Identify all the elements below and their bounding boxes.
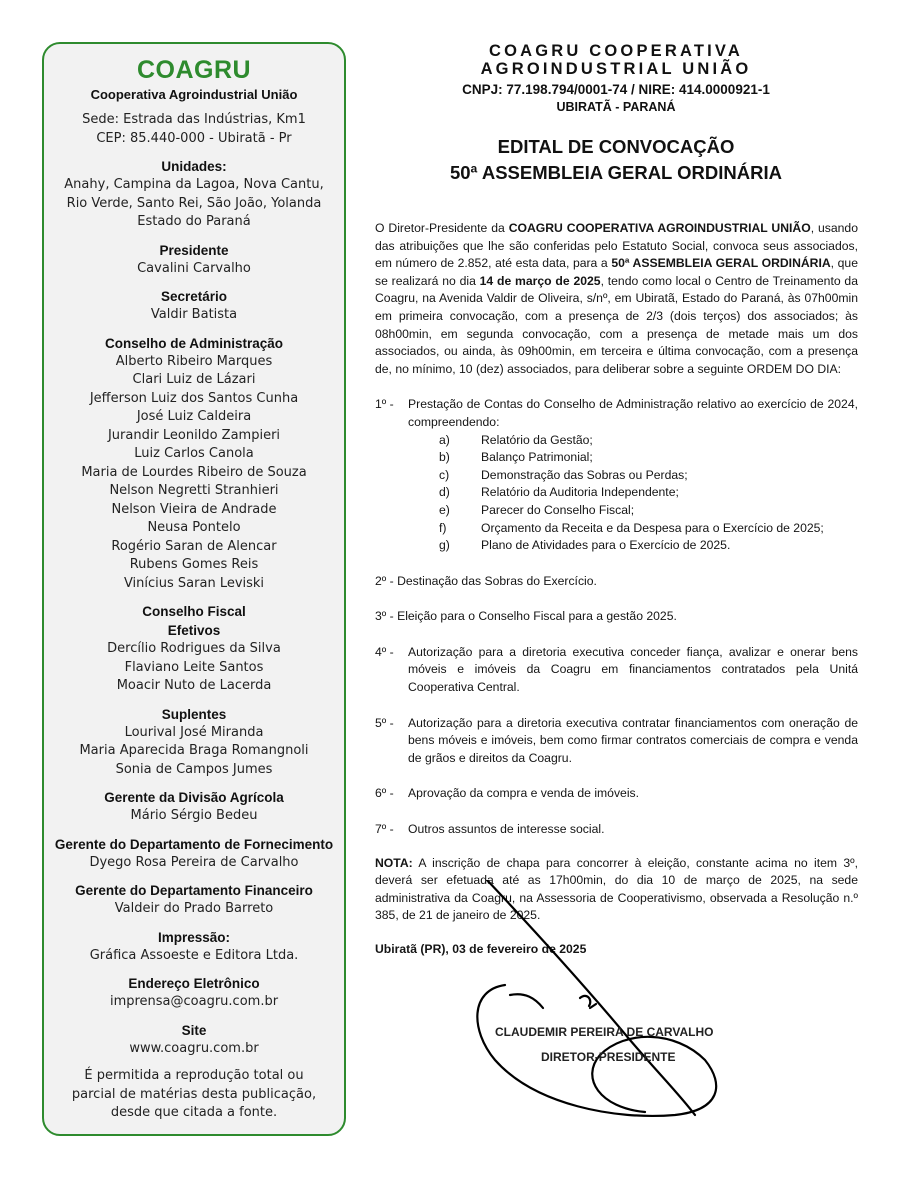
subitem-text: Demonstração das Sobras ou Perdas; — [481, 467, 688, 482]
masthead-section — [44, 835, 344, 873]
assembly-title: 50ª ASSEMBLEIA GERAL ORDINÁRIA — [449, 162, 782, 183]
subitem-letter: a) — [439, 432, 450, 447]
masthead-section — [44, 881, 344, 919]
section-heading: Endereço Eletrônico — [128, 976, 260, 991]
section-line: Valdir Batista — [150, 307, 238, 322]
section-line: www.coagru.com.br — [129, 1040, 259, 1056]
intro-paragraph — [375, 220, 858, 378]
masthead-section — [44, 788, 344, 826]
masthead-sections — [44, 157, 344, 1058]
note-label: NOTA: — [375, 855, 413, 870]
agenda-item — [375, 644, 858, 697]
subitem-letter: b) — [439, 450, 450, 465]
section-line: Valdeir do Prado Barreto — [114, 901, 274, 916]
reproduction-notice — [44, 1067, 344, 1123]
brand-logo: COAGRU — [136, 56, 252, 84]
agenda-subitem — [439, 449, 858, 467]
agenda-list — [375, 396, 858, 838]
masthead-section — [44, 705, 344, 780]
section-heading: Conselho de Administração — [104, 335, 284, 351]
subitem-text: Parecer do Conselho Fiscal; — [481, 502, 635, 517]
cnpj-line: CNPJ: 77.198.794/0001-74 / NIRE: 414.0000921-1 — [462, 82, 770, 97]
subitem-letter: e) — [439, 502, 450, 517]
subitem-text: Plano de Atividades para o Exercício de 2025. — [481, 538, 731, 553]
address-line: Sede: Estrada das Indústrias, Km1 — [82, 112, 306, 127]
section-heading: Impressão: — [157, 929, 231, 945]
agenda-text: Outros assuntos de interesse social. — [408, 822, 605, 837]
agenda-item — [375, 573, 858, 591]
section-line: Moacir Nuto de Lacerda — [116, 678, 272, 693]
agenda-item — [375, 821, 858, 839]
intro-run: , que se realizará no dia — [375, 256, 858, 288]
address-block — [44, 111, 344, 148]
signature-block — [375, 880, 865, 1130]
agenda-item — [375, 785, 858, 803]
section-line: Nelson Vieira de Andrade — [111, 501, 277, 517]
intro-run: 50ª ASSEMBLEIA GERAL ORDINÁRIA — [611, 256, 831, 271]
agenda-text: Eleição para o Conselho Fiscal para a gestão 2025. — [397, 609, 677, 624]
section-line: Rogério Saran de Alencar — [111, 538, 277, 554]
agenda-text: Prestação de Contas do Conselho de Administração relativo ao exercício de 2024, compreendendo: — [408, 397, 858, 429]
masthead-box — [42, 42, 346, 1136]
agenda-subitem — [439, 502, 858, 520]
masthead-section — [44, 241, 344, 279]
section-line: Jefferson Luiz dos Santos Cunha — [89, 390, 299, 406]
agenda-subitem — [439, 467, 858, 485]
subitem-text: Orçamento da Receita e da Despesa para o Exercício de 2025; — [481, 520, 824, 535]
agenda-number: 4º - — [375, 644, 394, 659]
masthead-section — [44, 1021, 344, 1059]
note-text: A inscrição de chapa para concorrer à eleição, constante acima no item 3º, deverá ser efetuada até as 17h00min, do dia 10 de março de 2025, na sede administrativa da Coagru, na Assessoria de Cooperativismo, observada a Resolução n.º 385, de 21 de janeiro de 2025. — [375, 855, 858, 923]
agenda-number: 7º - — [375, 822, 394, 837]
section-line: Flaviano Leite Santos — [124, 659, 264, 675]
section-heading: Gerente do Departamento Financeiro — [75, 883, 313, 898]
agenda-item — [375, 715, 858, 768]
section-line: Maria Aparecida Braga Romangnoli — [79, 743, 309, 758]
agenda-item — [375, 608, 858, 626]
agenda-text: Autorização para a diretoria executiva conceder fiança, avalizar e onerar bens móveis e imóveis da Coagru em financiamentos contratados pela Unitá Cooperativa Central. — [408, 644, 858, 695]
section-line: Gráfica Assoeste e Editora Ltda. — [89, 947, 299, 963]
address-line: CEP: 85.440-000 - Ubiratã - Pr — [96, 130, 292, 146]
section-heading: Gerente do Departamento de Fornecimento — [54, 836, 334, 852]
subitem-letter: d) — [439, 485, 450, 500]
intro-run: , usando das atribuições que lhe são conferidas pelo Estatuto Social, convoca seus associados, em número de 2.852, até esta data, para a — [375, 221, 858, 271]
section-line: Jurandir Leonildo Zampieri — [107, 427, 281, 443]
section-line: Dercílio Rodrigues da Silva — [107, 641, 281, 656]
section-line: Rubens Gomes Reis — [129, 557, 259, 572]
section-heading: Suplentes — [161, 706, 227, 722]
org-name-line2: AGROINDUSTRIAL UNIÃO — [480, 60, 752, 78]
section-line: Vinícius Saran Leviski — [123, 575, 265, 591]
section-line: Cavalini Carvalho — [137, 260, 251, 276]
section-line: Neusa Pontelo — [147, 520, 241, 535]
section-heading: Secretário — [160, 289, 228, 304]
section-line: Alberto Ribeiro Marques — [115, 353, 273, 369]
notice-body — [375, 220, 858, 959]
brand-subtitle: Cooperativa Agroindustrial União — [90, 87, 298, 102]
subitem-text: Relatório da Auditoria Independente; — [481, 485, 679, 500]
section-line: Maria de Lourdes Ribeiro de Souza — [81, 464, 307, 480]
section-line: Dyego Rosa Pereira de Carvalho — [89, 854, 299, 870]
masthead-section — [44, 928, 344, 966]
section-heading: Unidades: — [161, 159, 227, 174]
signatory-name: CLAUDEMIR PEREIRA DE CARVALHO — [495, 1025, 714, 1039]
section-line: José Luiz Caldeira — [136, 409, 252, 424]
agenda-subitem — [439, 484, 858, 502]
notice-header — [370, 42, 862, 186]
agenda-item — [375, 396, 858, 554]
section-line: Anahy, Campina da Lagoa, Nova Cantu, — [64, 177, 324, 192]
agenda-number: 2º - — [375, 573, 398, 588]
masthead-section — [44, 157, 344, 232]
agenda-subitem — [439, 520, 858, 538]
section-line: Luiz Carlos Canola — [134, 446, 254, 461]
masthead-section — [44, 287, 344, 325]
intro-run: COAGRU COOPERATIVA AGROINDUSTRIAL UNIÃO — [508, 221, 811, 235]
section-heading: Conselho Fiscal — [142, 604, 246, 619]
agenda-text: Autorização para a diretoria executiva contratar financiamentos com oneração de bens móveis e imóveis, bem como firmar contratos comerciais de compra e venda de grãos e direitos da Coagru. — [408, 715, 858, 765]
subitem-text: Relatório da Gestão; — [481, 432, 593, 447]
intro-run: 14 de março de 2025 — [479, 273, 601, 288]
date-line: Ubiratã (PR), 03 de fevereiro de 2025 — [375, 942, 587, 956]
masthead-section — [44, 602, 344, 696]
notice-line: parcial de matérias desta publicação, — [71, 1086, 317, 1102]
section-line: Sonia de Campos Jumes — [115, 761, 273, 777]
intro-run: , tendo como local o Centro de Treinamento da Coagru, na Avenida Valdir de Oliveira, s/nº, em Ubiratã, Estado do Paraná, às 07h00min em primeira convocação, com a presença de 2/3 (dois terços) dos associados; às 08h00min, em segunda convocação, com a presença de metade mais um dos associados, ou ainda, às 09h00min, em terceira e última convocação, com a presença de, no mínimo, 10 (dez) associados, para deliberar sobre a seguinte ORDEM DO DIA: — [375, 273, 858, 376]
agenda-subitems — [439, 432, 858, 555]
notice-title: EDITAL DE CONVOCAÇÃO — [497, 136, 735, 157]
agenda-text: Destinação das Sobras do Exercício. — [397, 573, 597, 588]
agenda-number: 5º - — [375, 715, 394, 730]
notice-line: desde que citada a fonte. — [110, 1105, 278, 1120]
intro-run: O Diretor-Presidente da — [375, 221, 509, 235]
section-line: Rio Verde, Santo Rei, São João, Yolanda — [66, 195, 322, 211]
org-name-line1: COAGRU COOPERATIVA — [488, 42, 744, 60]
signatory-role: DIRETOR-PRESIDENTE — [541, 1050, 676, 1064]
agenda-number: 3º - — [375, 609, 398, 624]
section-heading: Presidente — [159, 242, 229, 258]
section-line: Clari Luiz de Lázari — [132, 372, 256, 387]
agenda-text: Aprovação da compra e venda de imóveis. — [408, 786, 640, 801]
section-heading: Site — [181, 1022, 207, 1038]
subitem-letter: f) — [439, 520, 447, 535]
section-line: imprensa@coagru.com.br — [109, 994, 279, 1009]
handwritten-signature — [375, 880, 865, 1130]
agenda-subitem — [439, 537, 858, 555]
section-heading: Gerente da Divisão Agrícola — [104, 790, 284, 805]
agenda-number: 6º - — [375, 786, 394, 801]
section-heading: Efetivos — [167, 623, 221, 638]
agenda-subitem — [439, 432, 858, 450]
masthead-section — [44, 974, 344, 1012]
city-line: UBIRATÃ - PARANÁ — [556, 100, 676, 114]
section-line: Estado do Paraná — [137, 214, 251, 229]
subitem-letter: c) — [439, 467, 450, 482]
agenda-number: 1º - — [375, 397, 394, 412]
subitem-letter: g) — [439, 538, 450, 553]
section-line: Mário Sérgio Bedeu — [130, 808, 258, 823]
masthead-section — [44, 334, 344, 594]
subitem-text: Balanço Patrimonial; — [481, 450, 593, 465]
section-line: Nelson Negretti Stranhieri — [109, 483, 279, 498]
section-line: Lourival José Miranda — [124, 724, 264, 740]
notice-line: É permitida a reprodução total ou — [84, 1068, 304, 1083]
